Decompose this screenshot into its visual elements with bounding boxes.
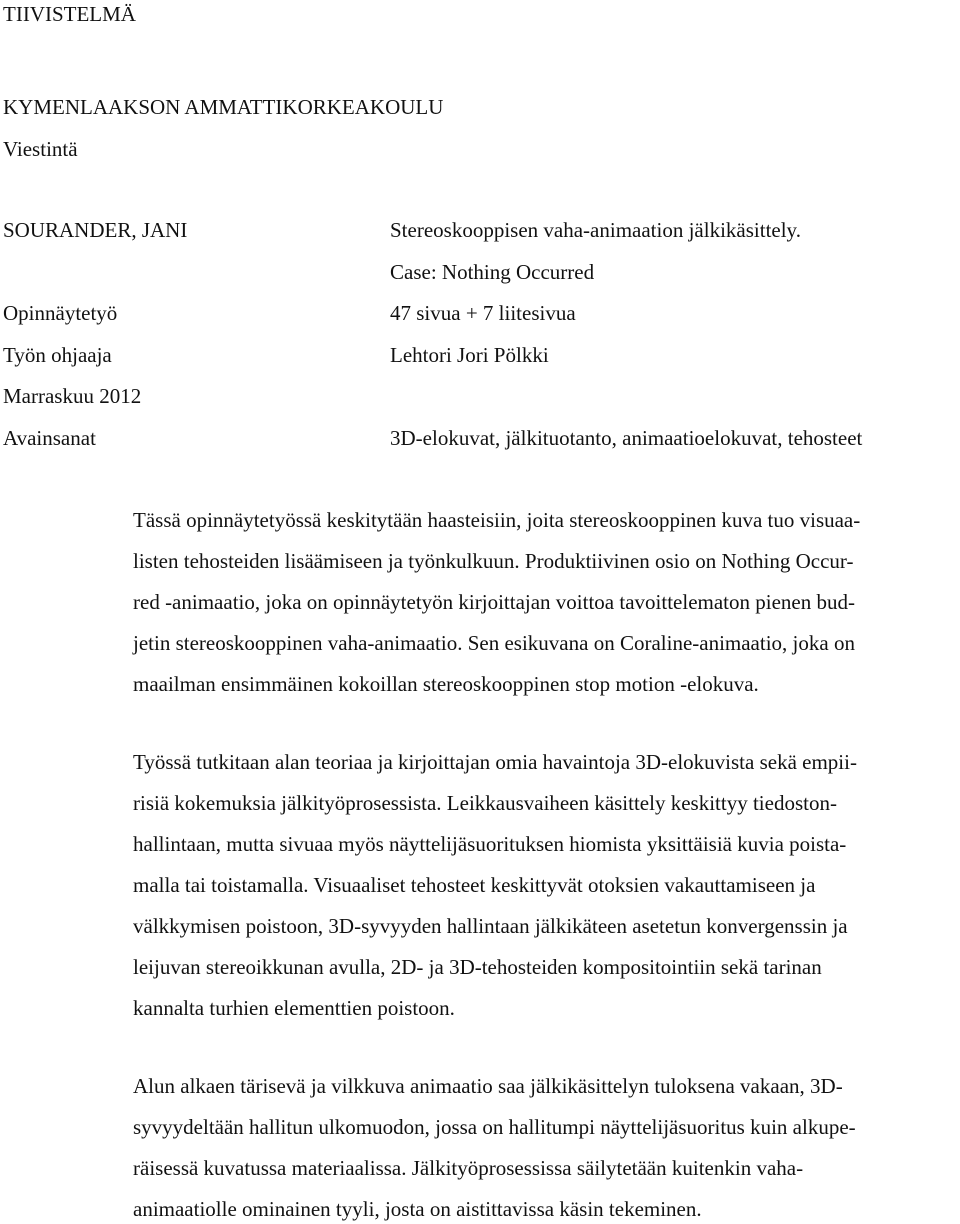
paragraph-line: malla tai toistamalla. Visuaaliset tehosteet keskittyvät otoksien vakauttamiseen ja xyxy=(133,873,816,897)
paragraph-line: animaatiolle ominainen tyyli, josta on aistittavissa käsin tekeminen. xyxy=(133,1197,702,1221)
abstract-title: TIIVISTELMÄ xyxy=(3,2,136,26)
paragraph-line: maailman ensimmäinen kokoillan stereoskooppinen stop motion -elokuva. xyxy=(133,672,759,696)
thesis-title-line-2: Case: Nothing Occurred xyxy=(390,260,595,284)
thesis-title-line-1: Stereoskooppisen vaha-animaation jälkikäsittely. xyxy=(390,218,801,242)
paragraph-line: syvyydeltään hallitun ulkomuodon, jossa on hallitumpi näyttelijäsuoritus kuin alkupe- xyxy=(133,1115,856,1139)
keywords-value: 3D-elokuvat, jälkituotanto, animaatioelokuvat, tehosteet xyxy=(390,426,863,450)
paragraph-line: Alun alkaen tärisevä ja vilkkuva animaatio saa jälkikäsittelyn tuloksena vakaan, 3D- xyxy=(133,1074,843,1098)
date-label: Marraskuu 2012 xyxy=(3,384,142,408)
paragraph-line: räisessä kuvatussa materiaalissa. Jälkityöprosessissa säilytetään kuitenkin vaha- xyxy=(133,1156,804,1180)
paragraph-line: red -animaatio, joka on opinnäytetyön kirjoittajan voittoa tavoittelematon pienen bud- xyxy=(133,590,855,614)
paragraph-line: välkkymisen poistoon, 3D-syvyyden hallintaan jälkikäteen asetetun konvergenssin ja xyxy=(133,914,848,938)
page-count-value: 47 sivua + 7 liitesivua xyxy=(390,301,576,325)
paragraph-line: Tässä opinnäytetyössä keskitytään haasteisiin, joita stereoskooppinen kuva tuo visuaa- xyxy=(133,508,861,532)
keywords-label: Avainsanat xyxy=(3,426,96,450)
institution-name: KYMENLAAKSON AMMATTIKORKEAKOULU xyxy=(3,95,444,119)
paragraph-line: Työssä tutkitaan alan teoriaa ja kirjoittajan omia havaintoja 3D-elokuvista sekä empii- xyxy=(133,750,857,774)
author-name: SOURANDER, JANI xyxy=(3,218,188,242)
supervisor-label: Työn ohjaaja xyxy=(3,343,112,367)
thesis-type-label: Opinnäytetyö xyxy=(3,301,118,325)
department-name: Viestintä xyxy=(3,137,78,161)
paragraph-line: hallintaan, mutta sivuaa myös näyttelijäsuorituksen hiomista yksittäisiä kuvia poista- xyxy=(133,832,847,856)
paragraph-line: risiä kokemuksia jälkityöprosessista. Leikkausvaiheen käsittely keskittyy tiedoston- xyxy=(133,791,837,815)
paragraph-line: listen tehosteiden lisäämiseen ja työnkulkuun. Produktiivinen osio on Nothing Occur- xyxy=(133,549,854,573)
paragraph-line: leijuvan stereoikkunan avulla, 2D- ja 3D-tehosteiden kompositointiin sekä tarinan xyxy=(133,955,822,979)
paragraph-line: kannalta turhien elementtien poistoon. xyxy=(133,996,455,1020)
supervisor-value: Lehtori Jori Pölkki xyxy=(390,343,549,367)
paragraph-line: jetin stereoskooppinen vaha-animaatio. Sen esikuvana on Coraline-animaatio, joka on xyxy=(133,631,855,655)
